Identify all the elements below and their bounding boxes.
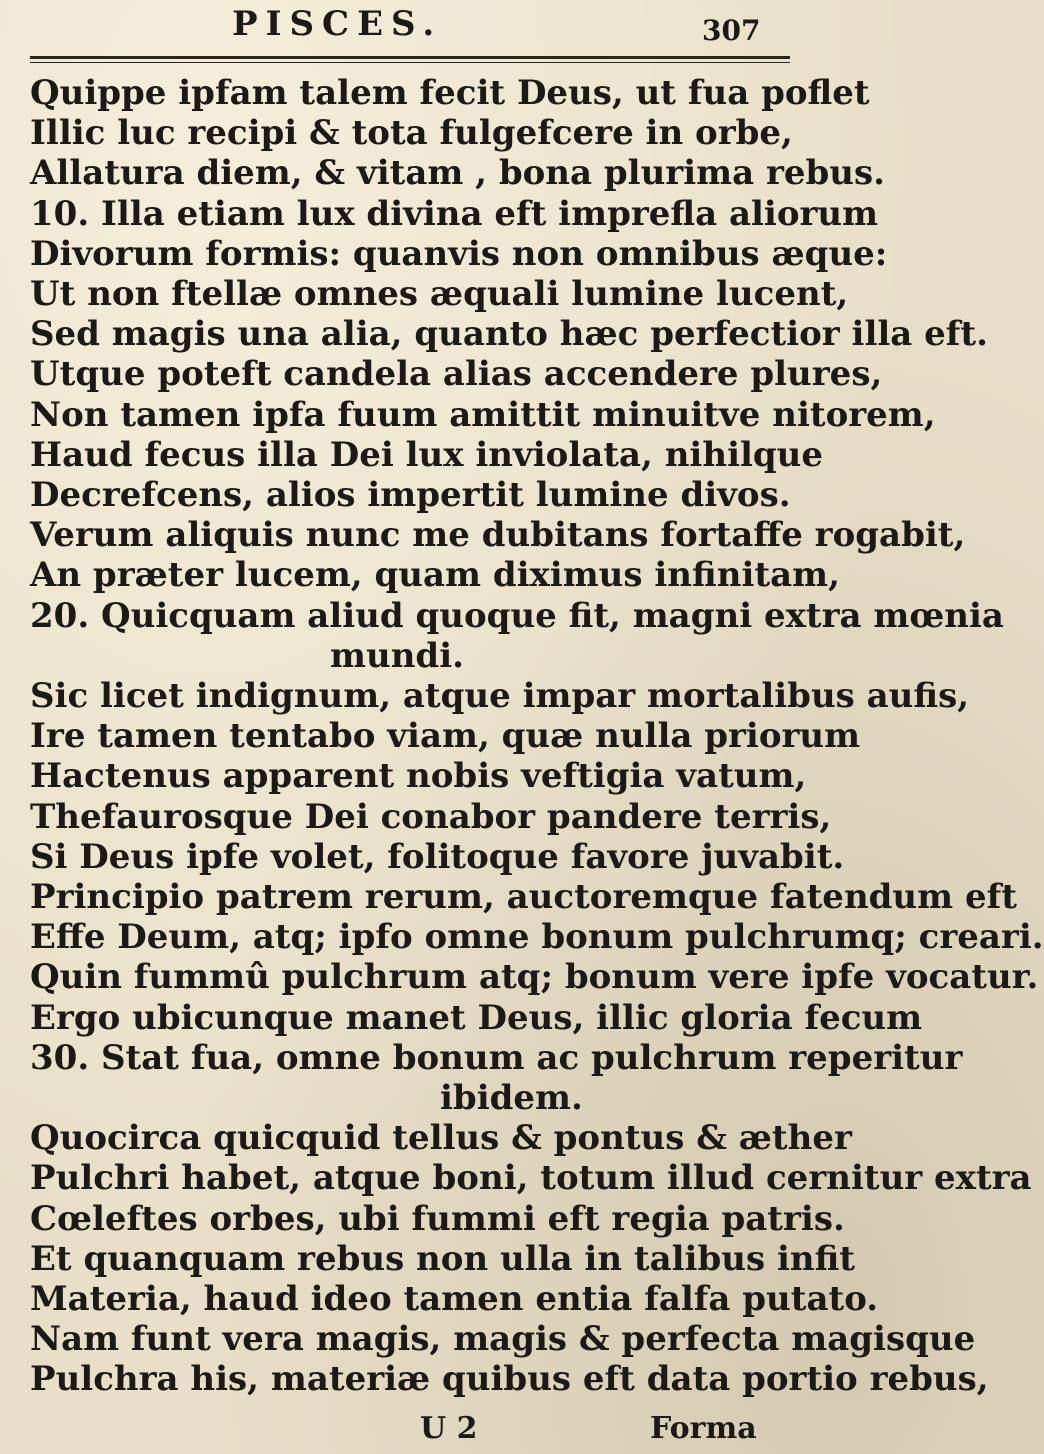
verse-line: Non tamen ipfa fuum amittit minuitve nitorem, [30, 395, 936, 435]
verse-line: Quocirca quicquid tellus & pontus & æther [30, 1118, 852, 1158]
verse-line: Principio patrem rerum, auctoremque fatendum eft [30, 877, 1017, 917]
verse-line: Ergo ubicunque manet Deus, illic gloria fecum [30, 998, 923, 1038]
verse-line: Illic luc recipi & tota fulgefcere in orbe, [30, 113, 793, 153]
verse-line: Quin fummû pulchrum atq; bonum vere ipfe vocatur. [30, 957, 1039, 997]
verse-line: Effe Deum, atq; ipfo omne bonum pulchrumq; creari. [30, 917, 1044, 957]
verse-line: Utque poteft candela alias accendere plures, [30, 354, 883, 394]
verse-line: Hactenus apparent nobis veftigia vatum, [30, 756, 807, 796]
header-rule [30, 56, 790, 59]
verse-line: 20. Quicquam aliud quoque fit, magni extra mœnia [30, 596, 1004, 636]
verse-line: Materia, haud ideo tamen entia falfa putato. [30, 1279, 879, 1319]
verse-line: Et quanquam rebus non ulla in talibus infit [30, 1239, 855, 1279]
verse-line: Sic licet indignum, atque impar mortalibus aufis, [30, 676, 970, 716]
verse-line-continuation: mundi. [330, 636, 464, 676]
verse-line: Ut non ftellæ omnes æquali lumine lucent, [30, 274, 849, 314]
verse-line: Sed magis una alia, quanto hæc perfectior illa eft. [30, 314, 988, 354]
verse-line: Cœleftes orbes, ubi fummi eft regia patris. [30, 1199, 845, 1239]
verse-line: Decrefcens, alios impertit lumine divos. [30, 475, 791, 515]
verse-line: 10. Illa etiam lux divina eft imprefla aliorum [30, 194, 879, 234]
verse-line: 30. Stat fua, omne bonum ac pulchrum reperitur [30, 1038, 963, 1078]
verse-line: Allatura diem, & vitam , bona plurima rebus. [30, 153, 885, 193]
verse-line-continuation: ibidem. [440, 1078, 583, 1118]
verse-line: An præter lucem, quam diximus infinitam, [30, 555, 840, 595]
catchword: Forma [650, 1411, 757, 1446]
signature-mark: U 2 [420, 1411, 478, 1446]
verse-line: Ire tamen tentabo viam, quæ nulla priorum [30, 716, 861, 756]
verse-line: Divorum formis: quanvis non omnibus æque: [30, 234, 888, 274]
verse-line: Pulchri habet, atque boni, totum illud cernitur extra [30, 1158, 1032, 1198]
header-rule-thin [30, 62, 790, 63]
verse-line: Verum aliquis nunc me dubitans fortaffe rogabit, [30, 515, 966, 555]
page-number: 307 [702, 14, 761, 47]
verse-line: Haud fecus illa Dei lux inviolata, nihilque [30, 435, 824, 475]
verse-line: Pulchra his, materiæ quibus eft data portio rebus, [30, 1359, 989, 1399]
verse-line: Quippe ipfam talem fecit Deus, ut fua poflet [30, 73, 870, 113]
verse-line: Si Deus ipfe volet, folitoque favore juvabit. [30, 837, 845, 877]
running-title: PISCES. [232, 4, 443, 44]
verse-line: Thefaurosque Dei conabor pandere terris, [30, 797, 832, 837]
verse-line: Nam funt vera magis, magis & perfecta magisque [30, 1319, 976, 1359]
